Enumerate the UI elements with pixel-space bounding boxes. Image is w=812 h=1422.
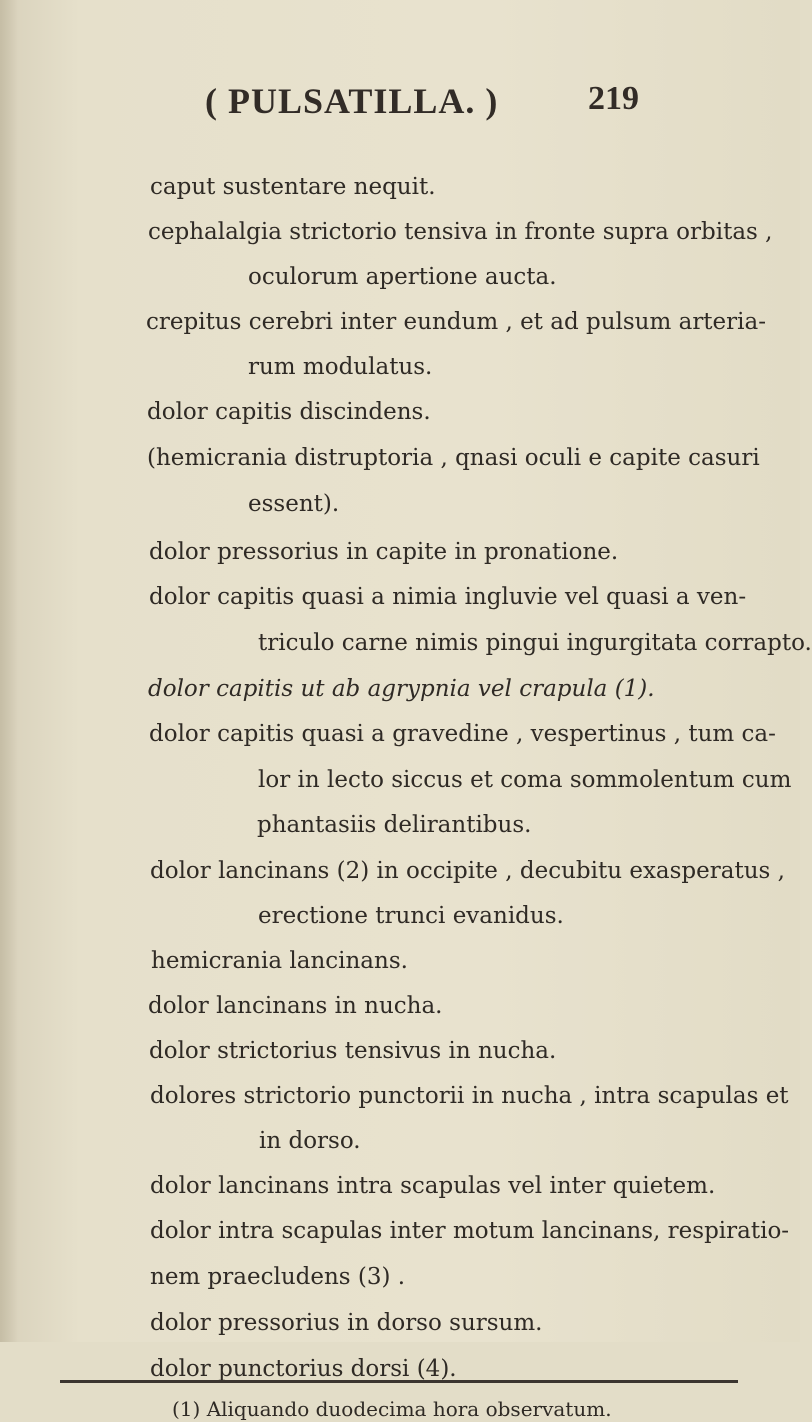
entry-line: dolor capitis discindens. (147, 399, 431, 425)
entry-line: erectione trunci evanidus. (258, 903, 564, 929)
entry-line: in dorso. (259, 1128, 361, 1154)
entry-line: rum modulatus. (248, 354, 433, 380)
entry-line: dolor capitis ut ab agrypnia vel crapula (1). (148, 676, 655, 702)
entry-line: nem praecludens (3) . (150, 1264, 406, 1290)
entry-line: essent). (248, 491, 340, 517)
entry-line: lor in lecto siccus et coma sommolentum cum (258, 767, 792, 793)
running-title: ( PULSATILLA. ) (205, 81, 499, 121)
running-head (0, 80, 800, 130)
footnote-rule (60, 1380, 738, 1383)
entry-line: (hemicrania distruptoria , qnasi oculi e capite casuri (147, 445, 760, 471)
entry-line: hemicrania lancinans. (151, 948, 408, 974)
entry-line: oculorum apertione aucta. (248, 264, 557, 290)
entry-line: dolor lancinans in nucha. (148, 993, 443, 1019)
entry-line: dolor punctorius dorsi (4). (150, 1356, 457, 1382)
entry-line: dolores strictorio punctorii in nucha , intra scapulas et (150, 1083, 789, 1109)
entry-line: dolor capitis quasi a nimia ingluvie vel quasi a ven- (149, 584, 747, 610)
footnote-line: (1) Aliquando duodecima hora observatum. (172, 1397, 612, 1421)
entry-line: dolor lancinans intra scapulas vel inter quietem. (150, 1173, 716, 1199)
entry-line: triculo carne nimis pingui ingurgitata corrapto. (258, 630, 812, 656)
entry-line: caput sustentare nequit. (150, 174, 436, 200)
page-number: 219 (588, 80, 639, 117)
entry-line: phantasiis delirantibus. (257, 812, 532, 838)
entry-line: dolor pressorius in capite in pronatione. (149, 539, 619, 565)
entry-line: cephalalgia strictorio tensiva in fronte supra orbitas , (148, 219, 773, 245)
entry-line: dolor capitis quasi a gravedine , vespertinus , tum ca- (149, 721, 776, 747)
entry-line: dolor lancinans (2) in occipite , decubitu exasperatus , (150, 858, 785, 884)
entry-line: dolor intra scapulas inter motum lancinans, respiratio- (150, 1218, 790, 1244)
entry-line: dolor strictorius tensivus in nucha. (149, 1038, 557, 1064)
entry-line: dolor pressorius in dorso sursum. (150, 1310, 543, 1336)
entry-line: crepitus cerebri inter eundum , et ad pulsum arteria- (146, 309, 767, 335)
